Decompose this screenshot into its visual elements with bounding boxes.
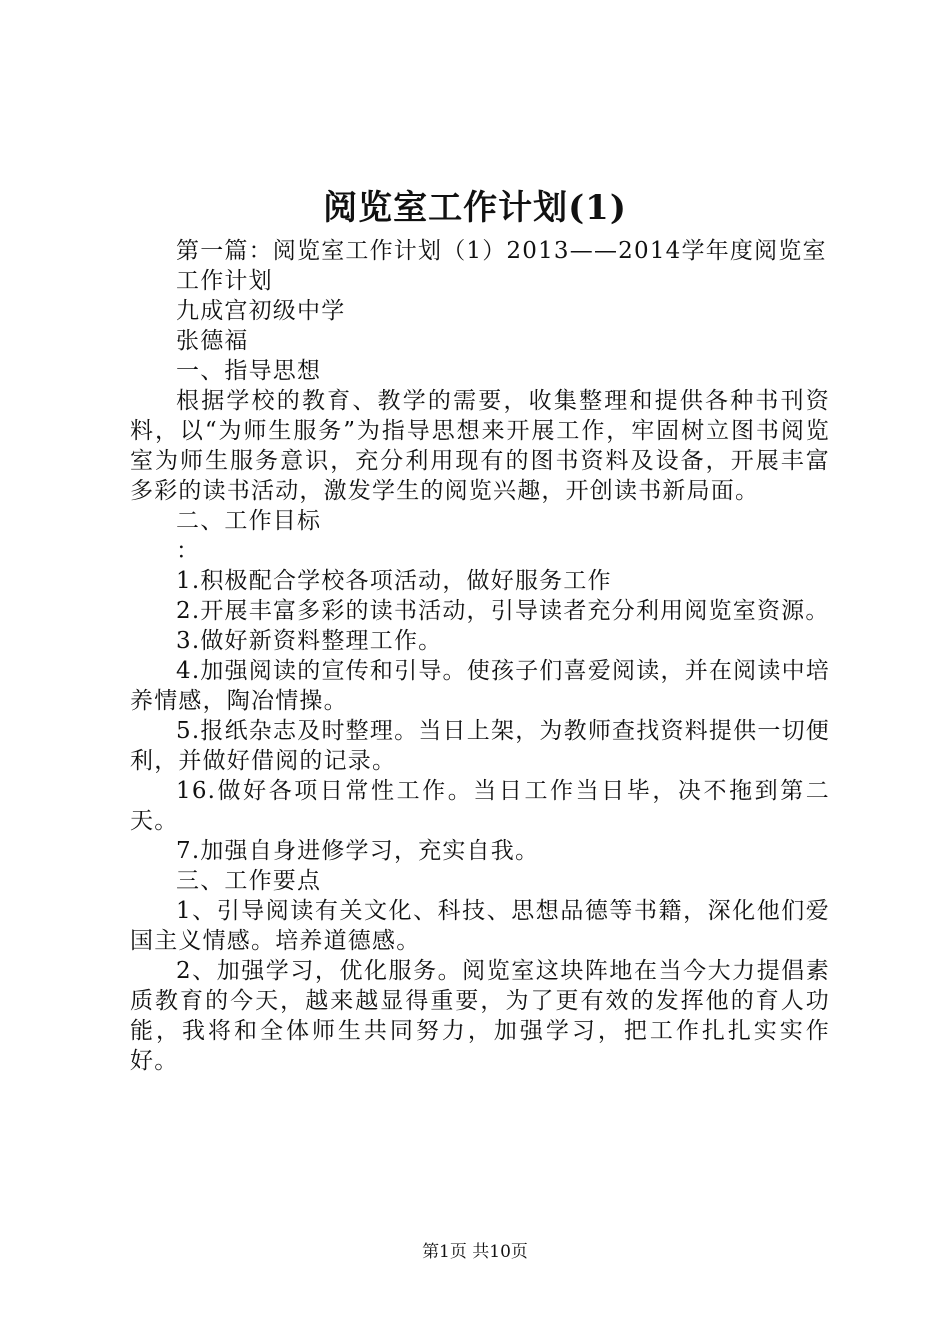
- paragraph: 第一篇：阅览室工作计划（1）2013——2014学年度阅览室: [176, 238, 827, 264]
- document-body: [130, 236, 830, 1076]
- paragraph: 根据学校的教育、教学的需要，收集整理和提供各种书刊资料，以“为师生服务”为指导思想来开展工作，牢固树立图书阅览室为师生服务意识，充分利用现有的图书资料及设备，开展丰富多彩的读书活动，激发学生的阅览兴趣，开创读书新局面。: [130, 388, 830, 504]
- document-title: 阅览室工作计划(1): [323, 188, 627, 228]
- list-item: 2、加强学习，优化服务。阅览室这块阵地在当今大力提倡素质教育的今天，越来越显得重要，为了更有效的发挥他的育人功能，我将和全体师生共同努力，加强学习，把工作扎扎实实作好。: [130, 958, 830, 1074]
- paragraph: 工作计划: [176, 268, 273, 294]
- section-heading: 三、工作要点: [176, 868, 322, 894]
- list-item: 1、引导阅读有关文化、科技、思想品德等书籍，深化他们爱国主义情感。培养道德感。: [130, 898, 830, 954]
- list-item: 3.做好新资料整理工作。: [176, 628, 443, 654]
- page-number: 第1页 共10页: [422, 1242, 528, 1262]
- list-item: 7.加强自身进修学习，充实自我。: [176, 838, 540, 864]
- paragraph: 张德福: [176, 328, 249, 354]
- section-heading: 二、工作目标: [176, 508, 322, 534]
- list-item: 16.做好各项日常性工作。当日工作当日毕，决不拖到第二天。: [130, 778, 830, 834]
- paragraph: 九成宫初级中学: [176, 298, 346, 324]
- section-heading: 一、指导思想: [176, 358, 322, 384]
- list-item: 4.加强阅读的宣传和引导。使孩子们喜爱阅读，并在阅读中培养情感，陶冶情操。: [130, 658, 830, 714]
- list-item: 1.积极配合学校各项活动，做好服务工作: [176, 568, 612, 594]
- list-item: 2.开展丰富多彩的读书活动，引导读者充分利用阅览室资源。: [176, 598, 830, 624]
- paragraph: ：: [176, 538, 201, 564]
- list-item: 5.报纸杂志及时整理。当日上架，为教师查找资料提供一切便利，并做好借阅的记录。: [130, 718, 830, 774]
